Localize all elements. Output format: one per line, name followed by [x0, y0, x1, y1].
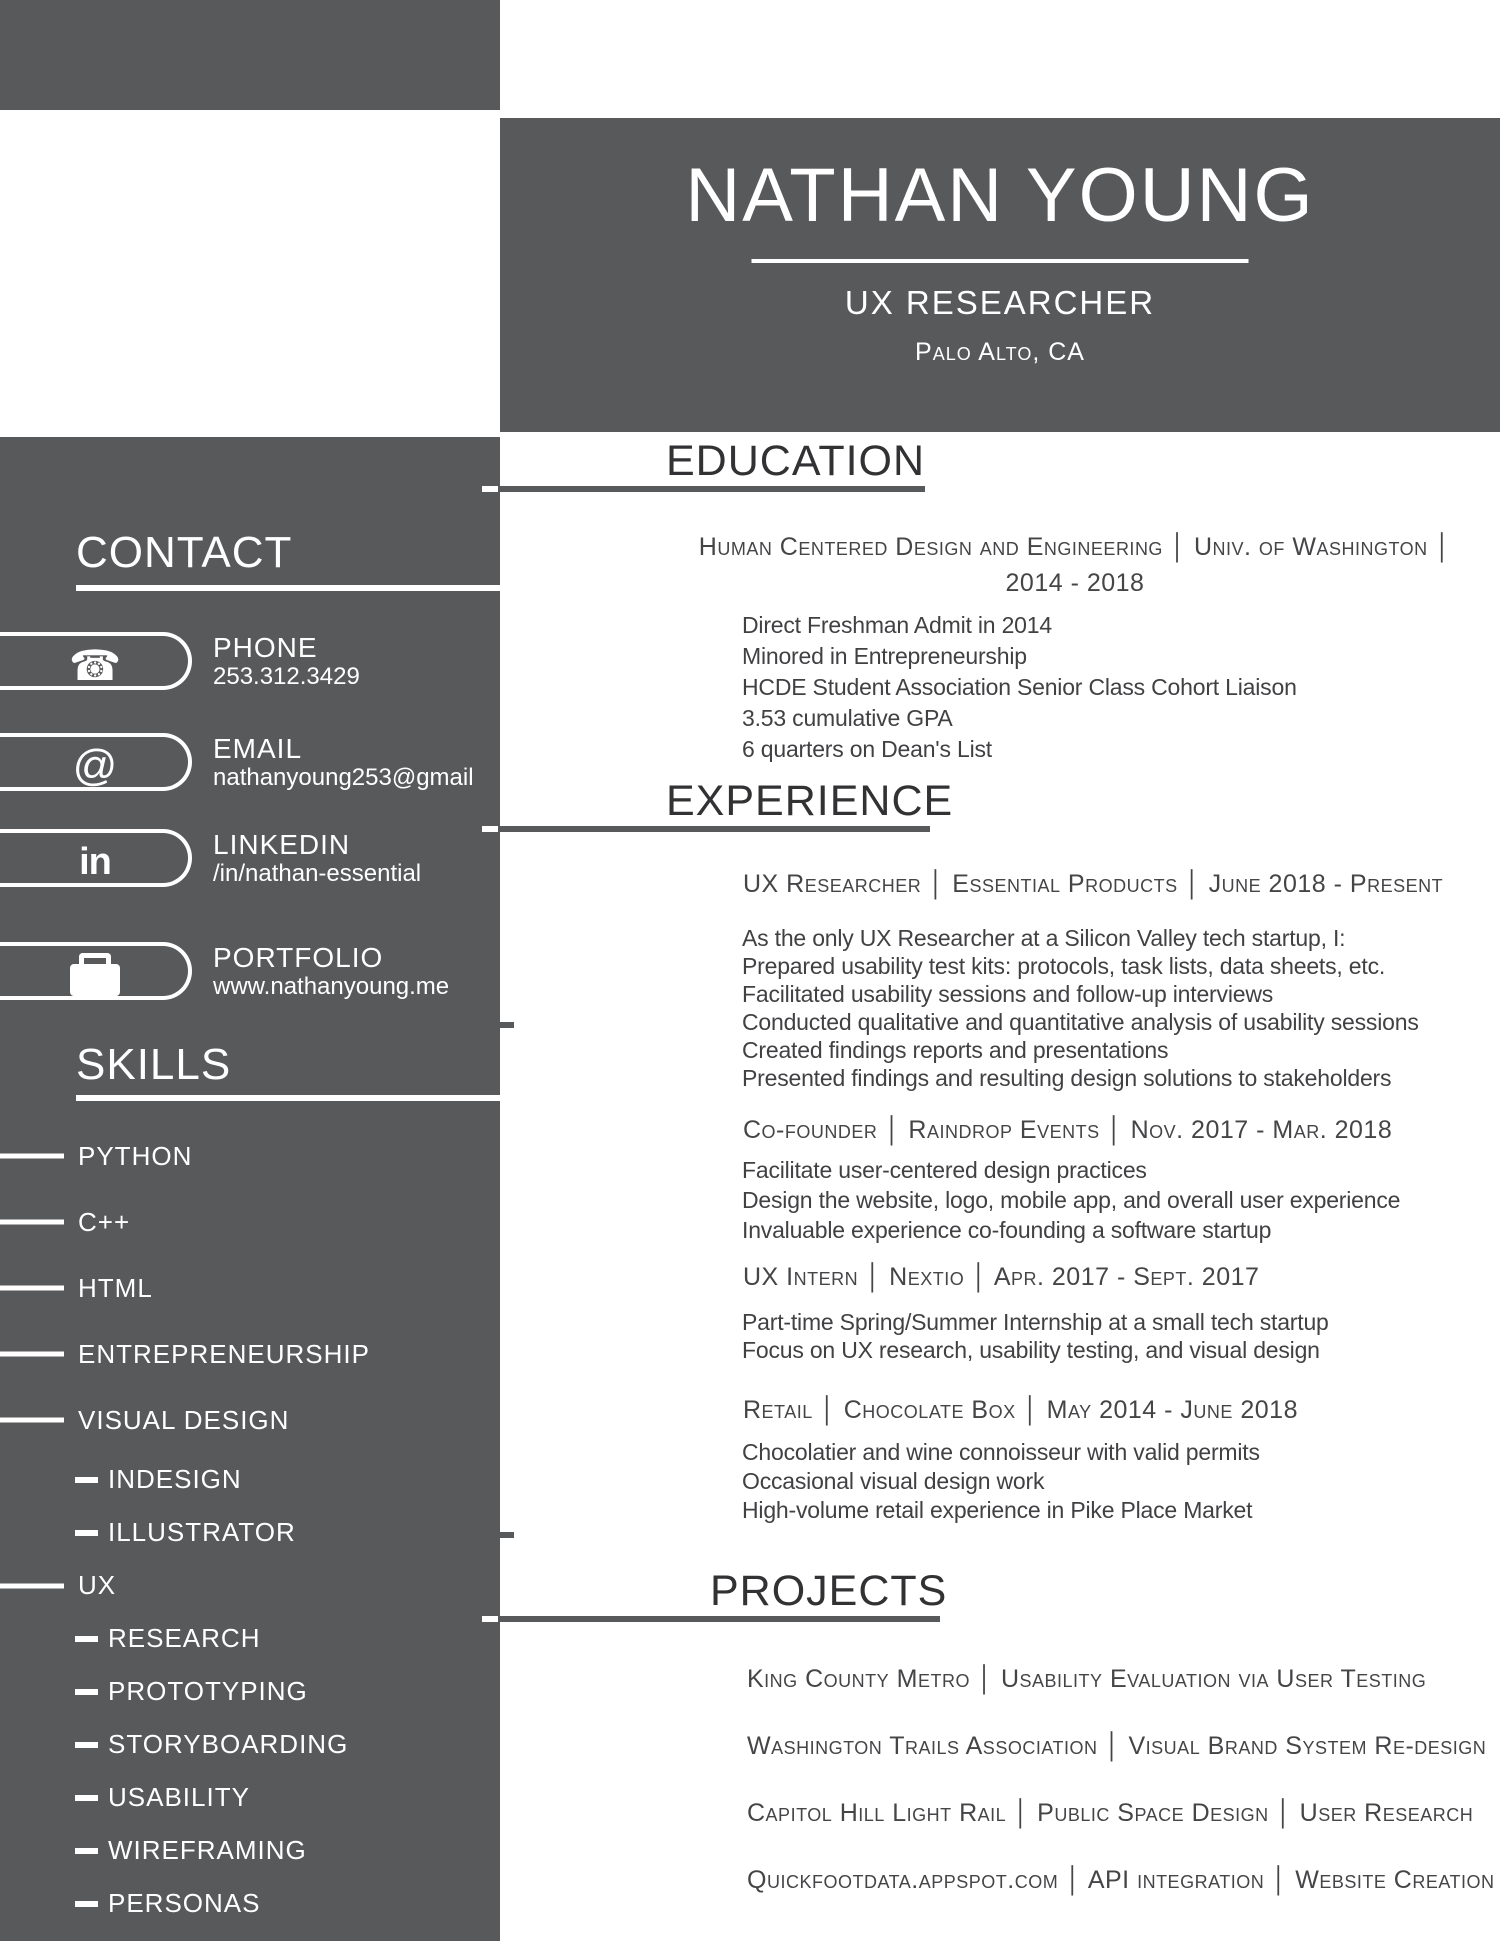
skill-label: HTML: [78, 1272, 153, 1303]
contact-label: PORTFOLIO: [213, 942, 384, 973]
skill-item: [0, 1123, 500, 1189]
bullet: Created findings reports and presentations: [742, 1037, 1169, 1063]
bullet: Chocolatier and wine connoisseur with valid permits: [742, 1439, 1260, 1465]
skill-line: [0, 1352, 64, 1357]
email-address: nathanyoung253@gmail: [213, 764, 474, 791]
skill-label: PROTOTYPING: [108, 1676, 308, 1706]
skill-label: PERSONAS: [108, 1888, 261, 1918]
skill-label: INDESIGN: [108, 1464, 242, 1494]
bullet: Facilitate user-centered design practices: [742, 1157, 1147, 1183]
contact-label: PHONE: [213, 632, 318, 663]
skill-subitem: [0, 1771, 500, 1824]
skill-dash: [75, 1795, 98, 1801]
skill-subitem: [0, 1877, 500, 1930]
skill-label: VISUAL DESIGN: [78, 1404, 290, 1435]
skill-line: [0, 1583, 64, 1588]
education-underline-tick: [482, 486, 498, 492]
skill-label: ENTREPRENEURSHIP: [78, 1338, 370, 1369]
project-item: Washington Trails Association │ Visual Brand System Re-design: [747, 1732, 1487, 1760]
skill-dash: [75, 1477, 98, 1483]
bullet: Presented findings and resulting design solutions to stakeholders: [742, 1065, 1392, 1091]
education-underline: [498, 486, 925, 492]
linkedin-handle: /in/nathan-essential: [213, 860, 422, 887]
job-title: UX RESEARCHER: [844, 284, 1156, 321]
skill-dash: [75, 1742, 98, 1748]
skill-label: STORYBOARDING: [108, 1729, 349, 1759]
skill-item: [0, 1559, 500, 1612]
contact-item-portfolio: [0, 942, 500, 1004]
skills-heading: SKILLS: [76, 1040, 232, 1089]
skill-label: UX: [78, 1570, 117, 1600]
skill-item: [0, 1387, 500, 1453]
name-underline: [752, 259, 1249, 263]
contact-item-linkedin: [0, 829, 500, 891]
linkedin-icon: in: [79, 840, 111, 883]
bullet: Facilitated usability sessions and follow-up interviews: [742, 981, 1274, 1007]
skill-dash: [75, 1689, 98, 1695]
experience-underline-tick: [482, 826, 498, 832]
portfolio-url: www.nathanyoung.me: [213, 973, 450, 1000]
skill-label: USABILITY: [108, 1782, 250, 1812]
contact-underline-tick: [500, 1022, 514, 1028]
experience-entry-bullets: [742, 924, 1419, 1092]
experience-entry-title: Retail │ Chocolate Box │ May 2014 - June 2018: [743, 1396, 1298, 1424]
bullet: As the only UX Researcher at a Silicon Valley tech startup, I:: [742, 925, 1346, 951]
skill-line: [0, 1154, 64, 1159]
at-icon: @: [72, 741, 118, 790]
bullet: Part-time Spring/Summer Internship at a small tech startup: [742, 1309, 1329, 1335]
experience-entry-title: Co-founder │ Raindrop Events │ Nov. 2017 - Mar. 2018: [743, 1116, 1393, 1144]
education-detail: Direct Freshman Admit in 2014: [742, 612, 1052, 638]
contact-label: LINKEDIN: [213, 829, 351, 860]
education-detail: 3.53 cumulative GPA: [742, 705, 953, 731]
projects-heading: PROJECTS: [710, 1567, 948, 1615]
experience-underline: [498, 826, 930, 832]
skill-dash: [75, 1848, 98, 1854]
contact-heading: CONTACT: [76, 528, 293, 577]
bullet: High-volume retail experience in Pike Place Market: [742, 1497, 1253, 1523]
bullet: Design the website, logo, mobile app, and overall user experience: [742, 1187, 1401, 1213]
skill-subitem: [0, 1506, 500, 1559]
skill-label: C++: [78, 1206, 131, 1237]
skill-dash: [75, 1901, 98, 1907]
experience-entry-bullets: [742, 1155, 1400, 1245]
bullet: Occasional visual design work: [742, 1468, 1045, 1494]
project-item: Capitol Hill Light Rail │ Public Space Design │ User Research: [747, 1799, 1474, 1827]
briefcase-icon: [52, 946, 138, 1004]
skill-subitem: [0, 1665, 500, 1718]
experience-entry-bullets: [742, 1308, 1329, 1364]
phone-icon: ☎: [68, 641, 122, 689]
contact-item-email: [0, 733, 500, 795]
bullet: Focus on UX research, usability testing, and visual design: [742, 1337, 1320, 1363]
skill-label: WIREFRAMING: [108, 1835, 307, 1865]
skill-subitem: [0, 1453, 500, 1506]
top-left-accent-block: [0, 0, 500, 110]
education-detail: HCDE Student Association Senior Class Cohort Liaison: [742, 674, 1297, 700]
skill-subitem: [0, 1718, 500, 1771]
contact-item-phone: [0, 632, 500, 694]
degree-dates: 2014 - 2018: [1005, 569, 1145, 597]
bullet: Prepared usability test kits: protocols, task lists, data sheets, etc.: [742, 953, 1386, 979]
sidebar: [0, 437, 500, 1941]
portfolio-pill: [0, 942, 192, 1000]
skill-line: [0, 1286, 64, 1291]
skills-underline-tick: [500, 1532, 514, 1538]
linkedin-pill: [0, 829, 192, 887]
skill-label: PYTHON: [78, 1140, 193, 1171]
contact-underline: [76, 585, 500, 591]
skill-line: [0, 1418, 64, 1423]
skill-dash: [75, 1530, 98, 1536]
education-detail: Minored in Entrepreneurship: [742, 643, 1027, 669]
header: [500, 118, 1500, 432]
contact-label: EMAIL: [213, 733, 303, 764]
phone-pill: [0, 632, 192, 690]
projects-underline: [498, 1616, 940, 1622]
projects-underline-tick: [482, 1616, 498, 1622]
experience-heading: EXPERIENCE: [666, 777, 954, 825]
experience-entry-bullets: [742, 1438, 1260, 1525]
project-item: King County Metro │ Usability Evaluation via User Testing: [747, 1665, 1427, 1693]
project-item: Quickfootdata.appspot.com │ API integration │ Website Creation: [747, 1866, 1495, 1894]
experience-entry-title: UX Intern │ Nextio │ Apr. 2017 - Sept. 2017: [743, 1263, 1260, 1291]
bullet: Invaluable experience co-founding a software startup: [742, 1217, 1272, 1243]
projects-list: [747, 1646, 1495, 1914]
skill-label: RESEARCH: [108, 1623, 261, 1653]
person-name: NATHAN YOUNG: [685, 153, 1315, 238]
email-pill: [0, 733, 192, 791]
skills-underline: [76, 1095, 500, 1101]
education-details: [742, 610, 1297, 765]
phone-number: 253.312.3429: [213, 663, 360, 690]
skill-line: [0, 1220, 64, 1225]
education-heading: EDUCATION: [666, 437, 926, 485]
education-detail: 6 quarters on Dean's List: [742, 736, 992, 762]
skill-item: [0, 1189, 500, 1255]
skills-list: [0, 1123, 500, 1930]
degree-line: Human Centered Design and Engineering │ Univ. of Washington │: [698, 533, 1452, 561]
experience-entry-title: UX Researcher │ Essential Products │ June 2018 - Present: [743, 870, 1444, 898]
location: Palo Alto, CA: [915, 338, 1085, 366]
bullet: Conducted qualitative and quantitative analysis of usability sessions: [742, 1009, 1419, 1035]
education-degree: [660, 529, 1490, 601]
skill-subitem: [0, 1824, 500, 1877]
skill-subitem: [0, 1612, 500, 1665]
skill-item: [0, 1321, 500, 1387]
skill-item: [0, 1255, 500, 1321]
skill-label: ILLUSTRATOR: [108, 1517, 296, 1547]
skill-dash: [75, 1636, 98, 1642]
